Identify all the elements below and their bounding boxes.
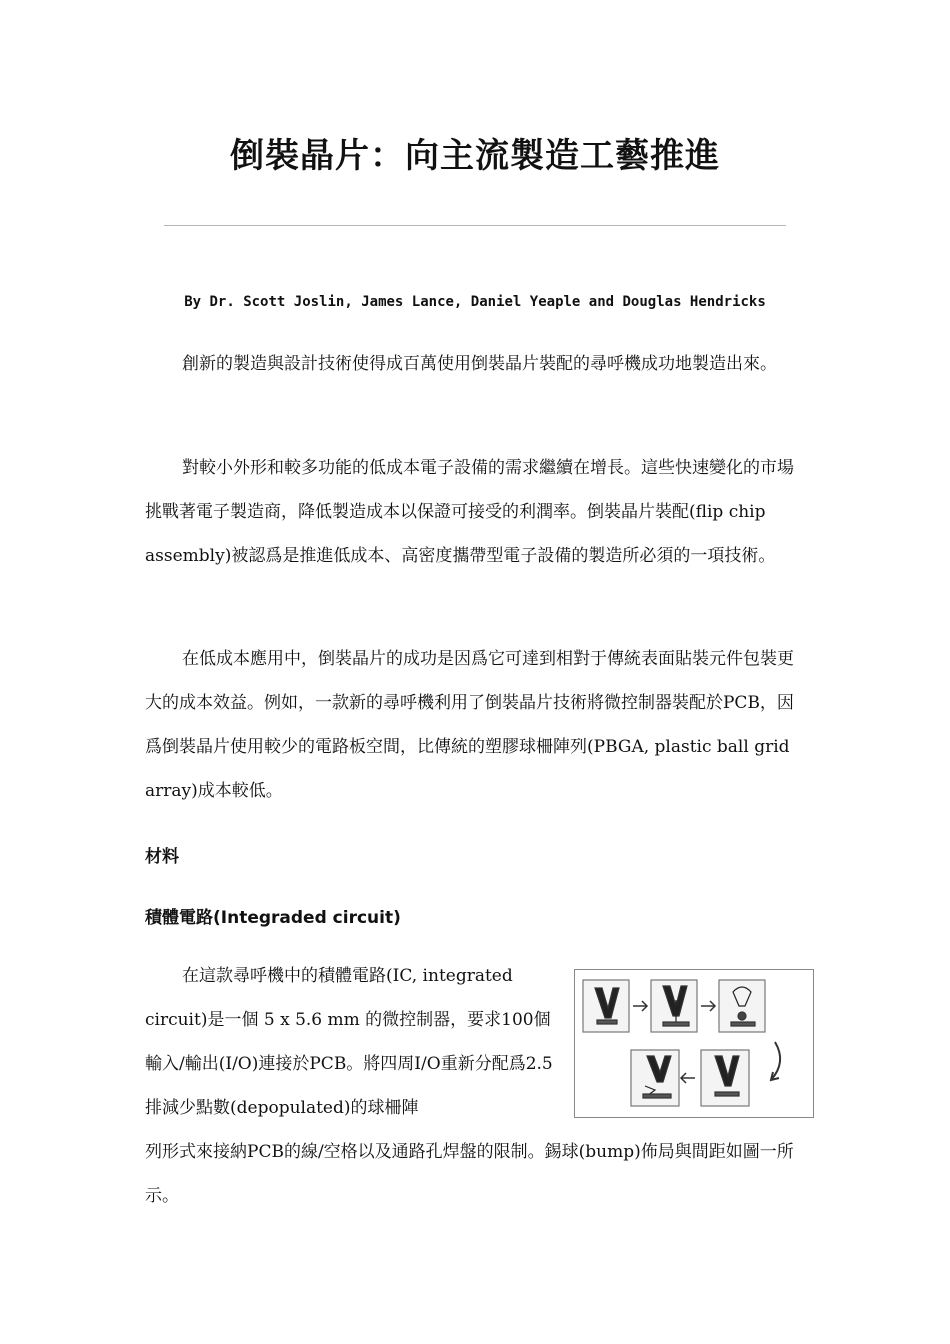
paragraph-cost: 在低成本應用中，倒裝晶片的成功是因爲它可達到相對于傳統表面貼裝元件包裝更大的成本效益。例如，一款新的尋呼機利用了倒裝晶片技術將微控制器裝配於PCB，因爲倒裝晶片使用較少的電路板空間，比傳統的塑膠球柵陣列(PBGA, plastic ball grid array)成本較低。 — [145, 649, 794, 801]
figure-bumping-process — [574, 969, 814, 1118]
paragraph-ic-part1: 在這款尋呼機中的積體電路(IC, integrated circuit)是一個 5 x 5.6 mm 的微控制器，要求100個輸入/輸出(I/O)連接於PCB。將四周I/O重新分配爲2.5排減少點數(depopulated)的球柵陣 — [145, 966, 553, 1118]
bumping-process-diagram-icon — [575, 970, 813, 1117]
process-step-3 — [719, 980, 765, 1032]
byline: By Dr. Scott Joslin, James Lance, Daniel Yeaple and Douglas Hendricks — [184, 294, 766, 310]
paragraph-demand: 對較小外形和較多功能的低成本電子設備的需求繼續在增長。這些快速變化的市場挑戰著電子製造商，降低製造成本以保證可接受的利潤率。倒裝晶片裝配(flip chip assembly)被認爲是推進低成本、高密度攜帶型電子設備的製造所必須的一項技術。 — [145, 458, 794, 566]
process-step-5 — [631, 1050, 679, 1106]
section-heading-materials: 材料 — [145, 847, 179, 867]
page-title: 倒裝晶片：向主流製造工藝推進 — [230, 136, 720, 176]
paragraph-intro: 創新的製造與設計技術使得成百萬使用倒裝晶片裝配的尋呼機成功地製造出來。 — [182, 354, 777, 374]
process-step-4 — [701, 1050, 749, 1106]
arrow-4 — [681, 1073, 695, 1083]
paragraph-ic-part2: 列形式來接納PCB的線/空格以及通路孔焊盤的限制。錫球(bump)佈局與間距如圖一所示。 — [145, 1142, 794, 1206]
subsection-heading-ic: 積體電路(Integraded circuit) — [145, 908, 401, 928]
title-divider — [164, 225, 786, 226]
arrow-1 — [633, 1001, 647, 1011]
arrow-2 — [701, 1001, 715, 1011]
process-step-1 — [583, 980, 629, 1032]
arrow-3-curved — [771, 1042, 780, 1080]
process-step-2 — [651, 980, 697, 1032]
